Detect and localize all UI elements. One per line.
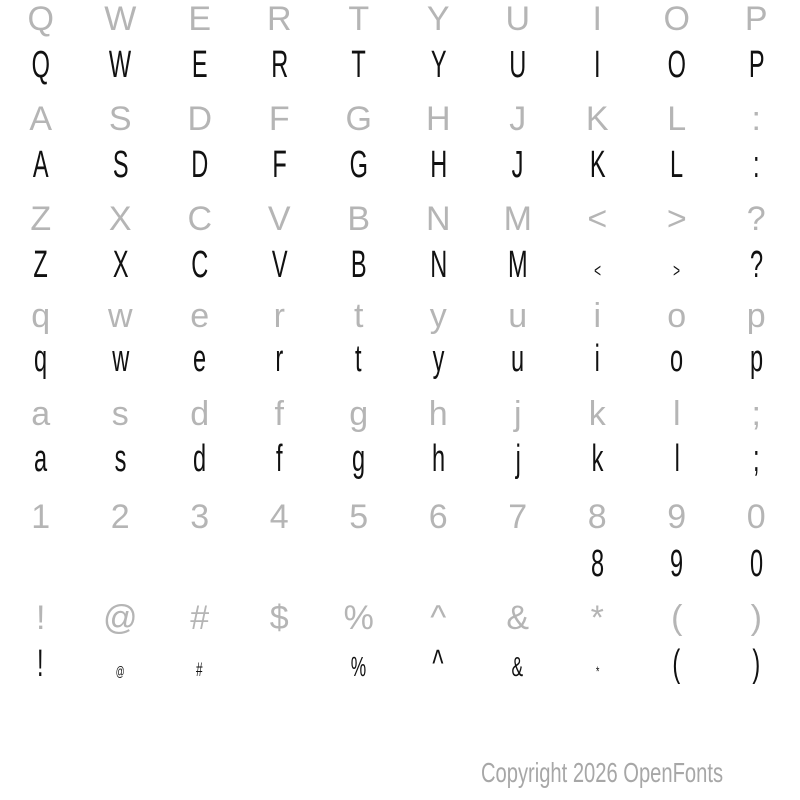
specimen-glyph: W: [109, 44, 132, 86]
specimen-glyph-cell: [1, 246, 81, 284]
specimen-glyph-cell: [399, 246, 479, 284]
specimen-glyph: M: [507, 244, 528, 286]
specimen-glyph-cell: [1, 146, 81, 184]
specimen-glyph-cell: [240, 46, 320, 84]
reference-glyph-cell: V: [267, 200, 291, 238]
specimen-glyph-cell: [717, 46, 797, 84]
reference-glyph-cell: *: [590, 599, 604, 637]
specimen-glyph-cell: [637, 440, 717, 478]
specimen-glyph-cell: [478, 653, 558, 681]
specimen-glyph-cell: [478, 440, 558, 478]
specimen-glyph: h: [431, 438, 445, 480]
reference-glyph-cell: R: [266, 0, 292, 38]
reference-glyph-cell: T: [348, 0, 370, 38]
reference-glyph-cell: %: [343, 599, 374, 637]
specimen-glyph-cell: [717, 246, 797, 284]
reference-glyph-cell: L: [667, 100, 687, 138]
reference-glyph-cell: @: [102, 599, 138, 637]
reference-glyph-cell: H: [425, 100, 451, 138]
specimen-glyph-cell: [1, 440, 81, 478]
copyright-text: Copyright 2026 OpenFonts: [480, 757, 724, 788]
reference-glyph-cell: 4: [269, 498, 289, 536]
reference-glyph-cell: o: [667, 297, 687, 335]
reference-glyph-cell: #: [190, 599, 210, 637]
specimen-glyph: J: [511, 144, 524, 186]
specimen-glyph-cell: [558, 262, 638, 281]
reference-glyph-cell: i: [593, 297, 602, 335]
specimen-glyph-cell: [399, 645, 479, 683]
reference-glyph-cell: 8: [587, 498, 607, 536]
specimen-glyph: T: [351, 44, 366, 86]
reference-glyph-cell: !: [36, 599, 46, 637]
reference-glyph-cell: l: [672, 395, 681, 433]
specimen-glyph-cell: [637, 340, 717, 378]
specimen-glyph-cell: [478, 46, 558, 84]
reference-glyph-cell: 1: [31, 498, 51, 536]
reference-glyph-cell: N: [425, 200, 451, 238]
reference-glyph-cell: S: [108, 100, 132, 138]
specimen-glyph-cell: [558, 340, 638, 378]
reference-glyph-cell: M: [503, 200, 532, 238]
specimen-glyph: D: [191, 144, 209, 186]
specimen-glyph-cell: [160, 146, 240, 184]
specimen-glyph: :: [752, 144, 760, 186]
specimen-glyph: (: [672, 643, 681, 685]
reference-glyph-cell: F: [268, 100, 290, 138]
reference-glyph-cell: K: [585, 100, 609, 138]
reference-row-digits: [1, 500, 796, 534]
specimen-glyph: ): [752, 643, 761, 685]
specimen-glyph: P: [748, 44, 765, 86]
specimen-glyph: #: [196, 660, 204, 681]
reference-glyph-cell: 5: [349, 498, 369, 536]
specimen-glyph: y: [432, 338, 445, 380]
specimen-glyph: L: [670, 144, 684, 186]
reference-glyph-cell: >: [666, 200, 687, 238]
specimen-glyph-cell: [319, 440, 399, 478]
specimen-glyph: o: [670, 338, 684, 380]
specimen-glyph: ;: [752, 438, 760, 480]
specimen-glyph-cell: [399, 440, 479, 478]
reference-glyph-cell: ^: [430, 599, 447, 637]
specimen-glyph: Q: [31, 44, 50, 86]
reference-glyph-cell: E: [188, 0, 212, 38]
specimen-glyph-cell: [1, 645, 81, 683]
specimen-glyph-cell: [81, 46, 161, 84]
specimen-glyph-cell: [81, 664, 161, 680]
specimen-glyph: e: [193, 338, 207, 380]
specimen-glyph: l: [674, 438, 680, 480]
specimen-glyph-cell: [478, 146, 558, 184]
reference-glyph-cell: (: [671, 599, 683, 637]
specimen-glyph-cell: [399, 146, 479, 184]
reference-glyph-cell: 0: [746, 498, 766, 536]
specimen-glyph: %: [351, 651, 367, 682]
specimen-glyph: p: [749, 338, 763, 380]
reference-glyph-cell: p: [746, 297, 766, 335]
specimen-glyph: S: [112, 144, 129, 186]
reference-row-uppercase-zxcv: [1, 202, 796, 236]
specimen-glyph-cell: [478, 340, 558, 378]
specimen-glyph: j: [515, 438, 521, 480]
specimen-glyph-cell: [240, 440, 320, 478]
specimen-glyph-cell: [160, 46, 240, 84]
reference-row-uppercase-asdf: [1, 102, 796, 136]
specimen-glyph: O: [667, 44, 686, 86]
specimen-glyph: U: [509, 44, 527, 86]
reference-glyph-cell: $: [269, 599, 289, 637]
specimen-glyph: V: [271, 244, 288, 286]
specimen-glyph: k: [591, 438, 604, 480]
specimen-glyph-cell: [558, 664, 638, 680]
reference-glyph-cell: a: [31, 395, 51, 433]
reference-glyph-cell: O: [663, 0, 690, 38]
reference-glyph-cell: q: [31, 297, 51, 335]
specimen-glyph: ?: [749, 244, 763, 286]
reference-glyph-cell: &: [506, 599, 530, 637]
specimen-glyph: *: [595, 663, 599, 679]
specimen-glyph-cell: [240, 146, 320, 184]
specimen-glyph-cell: [399, 340, 479, 378]
specimen-glyph-cell: [399, 46, 479, 84]
specimen-glyph: C: [191, 244, 209, 286]
reference-glyph-cell: I: [592, 0, 602, 38]
reference-glyph-cell: Z: [30, 200, 52, 238]
specimen-glyph-cell: [637, 545, 717, 583]
reference-glyph-cell: J: [509, 100, 527, 138]
specimen-glyph: <: [593, 261, 601, 282]
specimen-glyph-cell: [558, 146, 638, 184]
reference-glyph-cell: g: [349, 395, 369, 433]
reference-glyph-cell: ?: [746, 200, 766, 238]
reference-glyph-cell: W: [104, 0, 137, 38]
specimen-glyph: 9: [670, 543, 684, 585]
specimen-row-uppercase-qwerty: [1, 46, 796, 84]
specimen-glyph: E: [191, 44, 208, 86]
reference-row-symbols: [1, 601, 796, 635]
specimen-glyph: X: [112, 244, 129, 286]
specimen-glyph: G: [349, 144, 368, 186]
specimen-glyph: i: [594, 338, 600, 380]
reference-glyph-cell: u: [508, 297, 528, 335]
specimen-glyph: w: [111, 338, 129, 380]
specimen-glyph: &: [511, 651, 524, 682]
specimen-glyph-cell: [478, 246, 558, 284]
specimen-glyph-cell: [160, 440, 240, 478]
specimen-glyph: a: [34, 438, 48, 480]
specimen-glyph-cell: [160, 661, 240, 680]
reference-glyph-cell: j: [513, 395, 522, 433]
reference-glyph-cell: U: [505, 0, 531, 38]
specimen-glyph-cell: [717, 645, 797, 683]
reference-glyph-cell: <: [587, 200, 608, 238]
reference-glyph-cell: r: [273, 297, 285, 335]
specimen-glyph-cell: [319, 146, 399, 184]
specimen-glyph: u: [511, 338, 525, 380]
specimen-glyph: g: [352, 438, 366, 480]
specimen-glyph: A: [32, 144, 49, 186]
specimen-glyph-cell: [1, 340, 81, 378]
specimen-glyph: @: [115, 663, 125, 679]
reference-glyph-cell: A: [29, 100, 53, 138]
specimen-glyph: R: [270, 44, 288, 86]
specimen-glyph: 8: [590, 543, 604, 585]
specimen-glyph: t: [355, 338, 363, 380]
specimen-glyph: !: [37, 643, 45, 685]
specimen-glyph: N: [429, 244, 447, 286]
reference-glyph-cell: e: [190, 297, 210, 335]
reference-glyph-cell: ;: [751, 395, 761, 433]
specimen-glyph-cell: [717, 146, 797, 184]
specimen-glyph: K: [589, 144, 606, 186]
specimen-glyph-cell: [240, 340, 320, 378]
reference-glyph-cell: D: [187, 100, 213, 138]
reference-row-lowercase-asdf: [1, 397, 796, 431]
reference-glyph-cell: C: [187, 200, 213, 238]
specimen-glyph-cell: [558, 46, 638, 84]
reference-glyph-cell: X: [108, 200, 132, 238]
specimen-row-uppercase-asdf: [1, 146, 796, 184]
specimen-glyph-cell: [717, 440, 797, 478]
specimen-row-digits: [1, 545, 796, 583]
specimen-glyph: r: [275, 338, 284, 380]
specimen-glyph: q: [34, 338, 48, 380]
specimen-glyph: 0: [749, 543, 763, 585]
specimen-glyph-cell: [160, 340, 240, 378]
specimen-glyph-cell: [558, 440, 638, 478]
reference-glyph-cell: G: [345, 100, 372, 138]
specimen-glyph-cell: [717, 340, 797, 378]
specimen-glyph: Z: [33, 244, 48, 286]
specimen-glyph-cell: [160, 246, 240, 284]
specimen-glyph-cell: [637, 262, 717, 281]
reference-glyph-cell: d: [190, 395, 210, 433]
specimen-glyph: I: [593, 44, 601, 86]
specimen-glyph: f: [275, 438, 283, 480]
reference-row-uppercase-qwerty: [1, 2, 796, 36]
specimen-glyph: >: [673, 261, 681, 282]
reference-glyph-cell: w: [107, 297, 133, 335]
specimen-glyph-cell: [1, 46, 81, 84]
specimen-row-lowercase-asdf: [1, 440, 796, 478]
reference-glyph-cell: 3: [190, 498, 210, 536]
reference-glyph-cell: P: [744, 0, 768, 38]
specimen-glyph: Y: [430, 44, 447, 86]
reference-glyph-cell: Q: [27, 0, 54, 38]
reference-glyph-cell: 2: [110, 498, 130, 536]
specimen-glyph: ^: [432, 643, 444, 685]
specimen-glyph-cell: [637, 146, 717, 184]
specimen-glyph: B: [350, 244, 367, 286]
reference-glyph-cell: :: [751, 100, 761, 138]
reference-glyph-cell: ): [750, 599, 762, 637]
specimen-glyph: F: [272, 144, 287, 186]
reference-glyph-cell: s: [111, 395, 129, 433]
reference-glyph-cell: k: [588, 395, 606, 433]
specimen-glyph: s: [114, 438, 127, 480]
specimen-glyph: d: [193, 438, 207, 480]
specimen-glyph-cell: [319, 46, 399, 84]
specimen-glyph-cell: [319, 653, 399, 681]
specimen-glyph-cell: [81, 146, 161, 184]
specimen-glyph-cell: [717, 545, 797, 583]
specimen-glyph-cell: [637, 645, 717, 683]
reference-glyph-cell: 9: [667, 498, 687, 536]
reference-row-lowercase-qwerty: [1, 299, 796, 333]
specimen-glyph-cell: [637, 46, 717, 84]
reference-glyph-cell: 6: [428, 498, 448, 536]
specimen-glyph-cell: [319, 246, 399, 284]
specimen-glyph-cell: [81, 340, 161, 378]
reference-glyph-cell: h: [428, 395, 448, 433]
specimen-row-lowercase-qwerty: [1, 340, 796, 378]
specimen-glyph-cell: [558, 545, 638, 583]
specimen-glyph-cell: [81, 246, 161, 284]
specimen-row-symbols: [1, 645, 796, 683]
specimen-glyph-cell: [240, 246, 320, 284]
reference-glyph-cell: 7: [508, 498, 528, 536]
specimen-glyph-cell: [81, 440, 161, 478]
reference-glyph-cell: y: [429, 297, 447, 335]
reference-glyph-cell: Y: [426, 0, 450, 38]
specimen-glyph: H: [429, 144, 447, 186]
reference-glyph-cell: t: [354, 297, 364, 335]
reference-glyph-cell: B: [347, 200, 371, 238]
specimen-glyph-cell: [319, 340, 399, 378]
specimen-row-uppercase-zxcv: [1, 246, 796, 284]
reference-glyph-cell: f: [274, 395, 284, 433]
